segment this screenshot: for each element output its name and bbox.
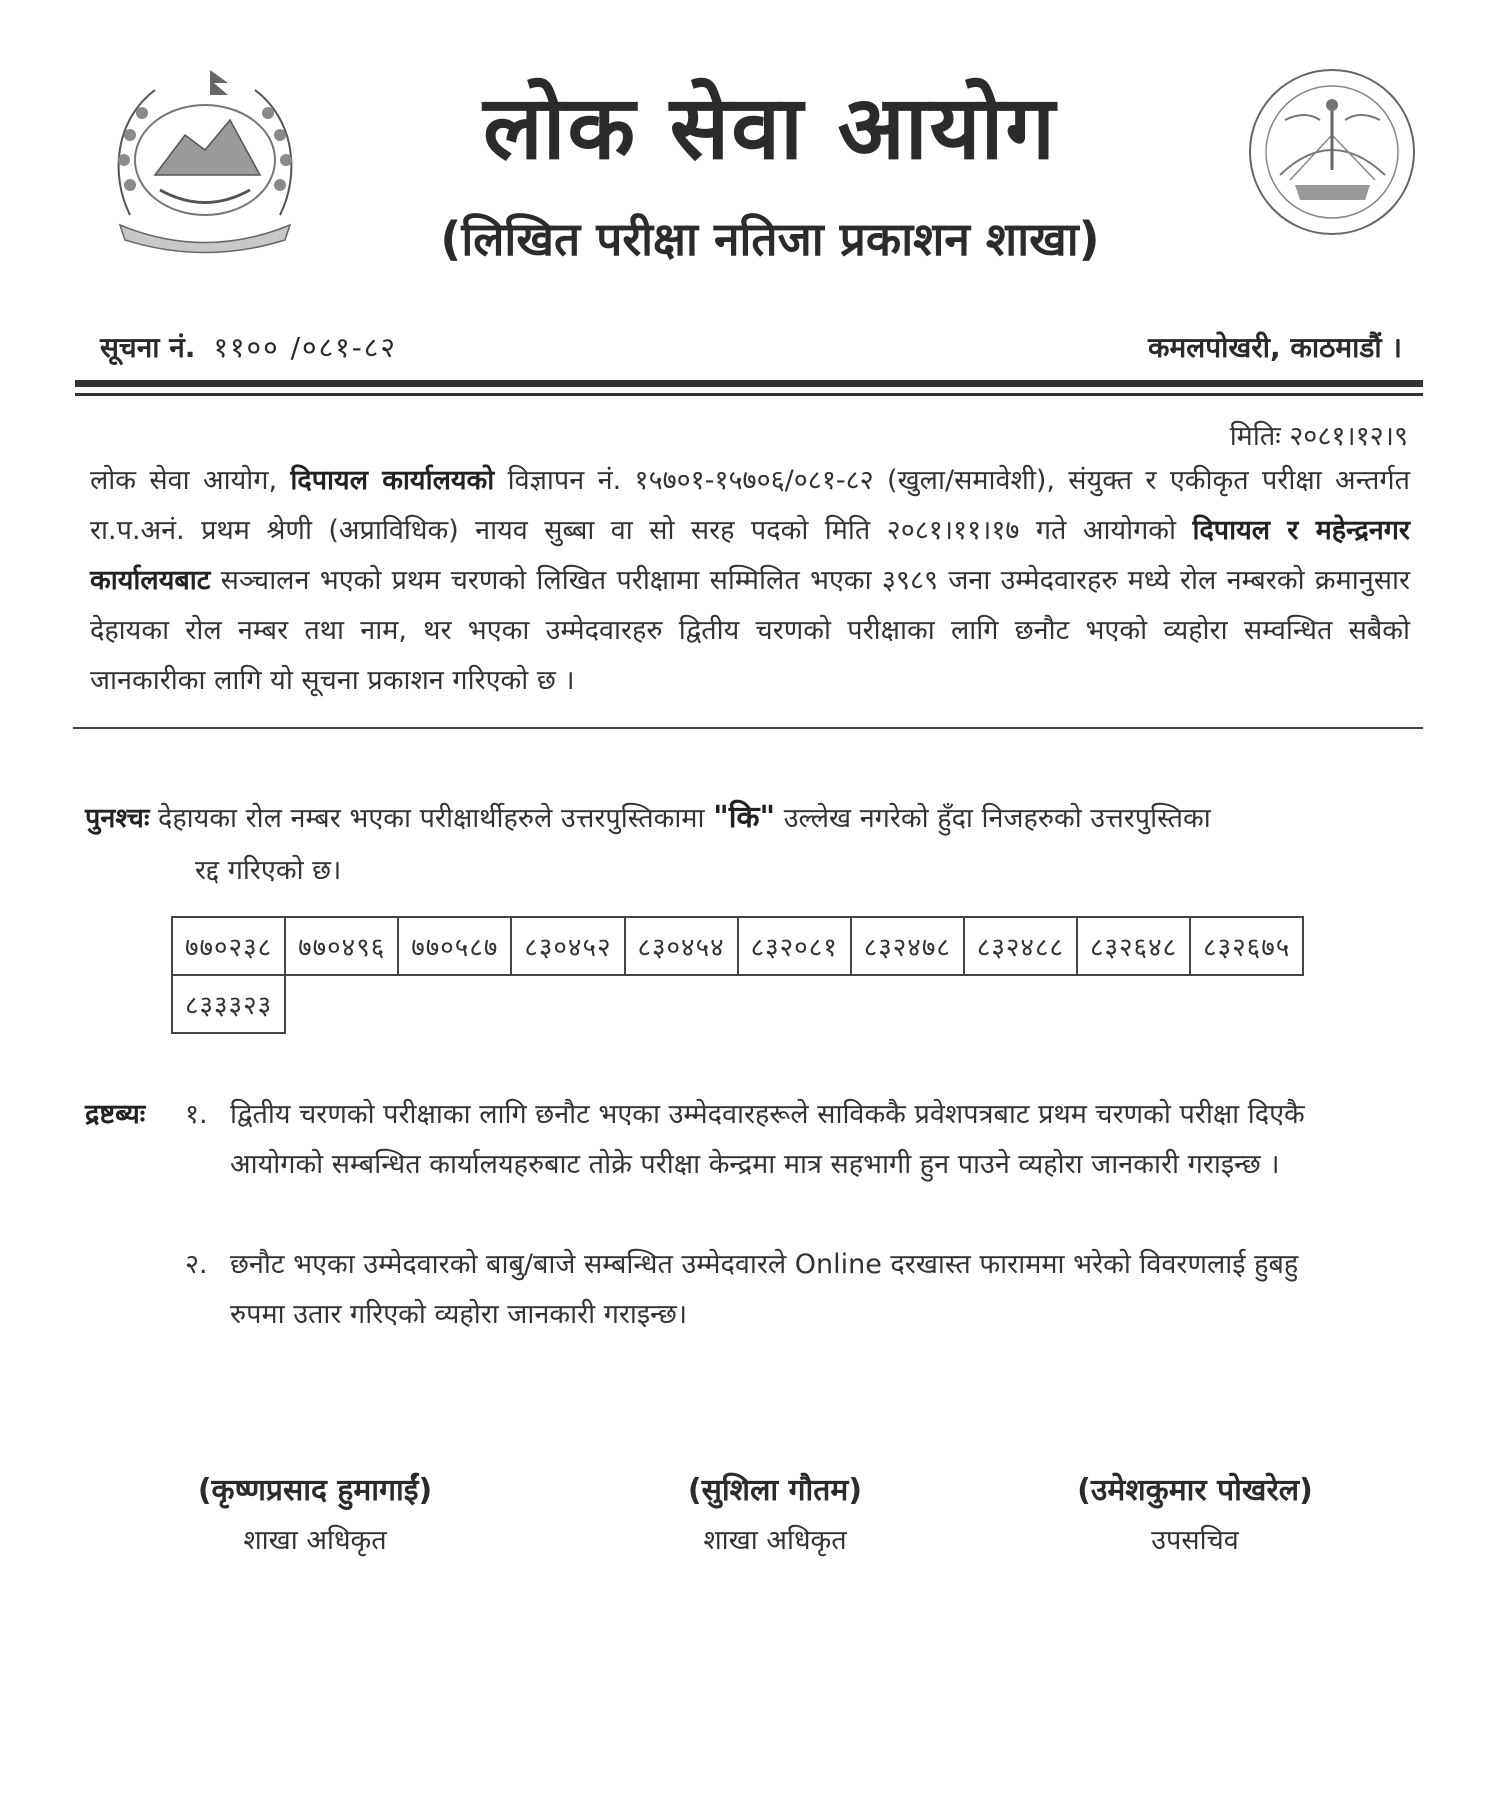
signatory-name: (सुशिला गौतम) <box>687 1473 863 1508</box>
roll-number-cell: ८३२६४८ <box>1077 917 1190 975</box>
roll-number-cell: ८३०४५२ <box>511 917 624 975</box>
para-bold-1: दिपायल कार्यालयको <box>290 465 495 496</box>
page-title: लोक सेवा आयोग <box>483 76 1057 179</box>
signatory-designation: उपसचिव <box>1151 1525 1239 1556</box>
table-row <box>172 917 1303 975</box>
remark-number: २. <box>185 1249 208 1280</box>
signatory-designation: शाखा अधिकृत <box>703 1525 847 1556</box>
postscript-label: पुनश्चः <box>85 803 150 834</box>
postscript-text-3: रद्द गरिएको छ। <box>195 855 342 886</box>
notice-label: सूचना नं. <box>100 331 196 364</box>
para-text-1: लोक सेवा आयोग, <box>90 465 291 496</box>
signature-block <box>1025 1465 1365 1565</box>
roll-number-cell: ८३३३२३ <box>172 975 285 1033</box>
signatory-name: (उमेशकुमार पोखरेल) <box>1077 1473 1313 1508</box>
header-divider-thin <box>75 393 1423 396</box>
postscript-text-2: उल्लेख नगरेको हुँदा निजहरुको उत्तरपुस्तिका <box>775 803 1211 834</box>
roll-number-cell: ८३२६७५ <box>1190 917 1303 975</box>
para-text-3: सञ्चालन भएको प्रथम चरणको लिखित परीक्षामा सम्मिलित भएका ३९८९ जना उम्मेदवारहरु मध्ये रोल नम्बरको क्रमानुसार देहायका रोल नम्बर तथा नाम, थर भएका उम्मेदवारहरु द्वितीय चरणको परीक्षाका लागि छनौट भएको व्यहोरा सम्वन्धित सबैको जानकारीका लागि यो सूचना प्रकाशन गरिएको छ । <box>90 565 1410 696</box>
psc-seal-icon <box>1245 65 1420 240</box>
roll-number-cell: ८३०४५४ <box>625 917 738 975</box>
remarks-label: द्रष्टब्यः <box>85 1099 146 1130</box>
remark-item-2 <box>185 1240 1415 1340</box>
table-row <box>172 975 1303 1033</box>
notice-number-value: ११०० /०८१-८२ <box>213 331 397 364</box>
header-divider-thick <box>75 380 1423 387</box>
remark-item-1 <box>185 1090 1415 1190</box>
section-divider <box>73 727 1423 729</box>
remark-number: १. <box>185 1099 208 1130</box>
roll-number-cell: ८३२४८८ <box>964 917 1077 975</box>
roll-number-cell: ८३२४७८ <box>851 917 964 975</box>
empty-cell <box>285 975 1303 1033</box>
roll-number-cell: ७७०४९६ <box>285 917 398 975</box>
signature-block <box>145 1465 485 1565</box>
roll-number-table <box>171 916 1304 1034</box>
notice-date: मितिः २०८१।१२।९ <box>1229 421 1408 452</box>
roll-number-cell: ७७०५८७ <box>398 917 511 975</box>
postscript-ki: "कि" <box>713 800 776 835</box>
page-subtitle: (लिखित परीक्षा नतिजा प्रकाशन शाखा) <box>440 212 1100 266</box>
para-text-2: विज्ञापन नं. १५७०१-१५७०६/०८१-८२ (खुला/समावेशी), संयुक्त र एकीकृत परीक्षा अन्तर्गत रा.प.अनं. प्रथम श्रेणी (अप्राविधिक) नायव सुब्बा वा सो सरह पदको मिति २०८१।११।१७ गते आयोगको <box>90 465 1410 546</box>
signatory-designation: शाखा अधिकृत <box>243 1525 387 1556</box>
remark-text: द्वितीय चरणको परीक्षाका लागि छनौट भएका उम्मेदवारहरूले साविककै प्रवेशपत्रबाट प्रथम चरणको परीक्षा दिएकै आयोगको सम्बन्धित कार्यालयहरुबाट तोक्रे परीक्षा केन्द्रमा मात्र सहभागी हुन पाउने व्यहोरा जानकारी गराइन्छ । <box>230 1099 1305 1180</box>
roll-number-cell: ७७०२३८ <box>172 917 285 975</box>
remark-text: छनौट भएका उम्मेदवारको बाबु/बाजे सम्बन्धित उम्मेदवारले Online दरखास्त फाराममा भरेको विवरणलाई हुबहु रुपमा उतार गरिएको व्यहोरा जानकारी गराइन्छ। <box>230 1249 1299 1330</box>
office-location: कमलपोखरी, काठमाडौं । <box>1148 331 1402 364</box>
main-paragraph <box>90 456 1410 706</box>
signatory-name: (कृष्णप्रसाद हुमागाईं) <box>197 1473 433 1508</box>
postscript-text-1: देहायका रोल नम्बर भएका परीक्षार्थीहरुले उत्तरपुस्तिकामा <box>149 803 714 834</box>
postscript <box>85 792 1385 897</box>
para-bold-2: दिपायल र महेन्द्रनगर कार्यालयबाट <box>90 515 1410 596</box>
roll-number-cell: ८३२०८१ <box>738 917 851 975</box>
notice-number <box>100 328 397 366</box>
nepal-emblem-icon <box>100 65 310 255</box>
signature-block <box>605 1465 945 1565</box>
